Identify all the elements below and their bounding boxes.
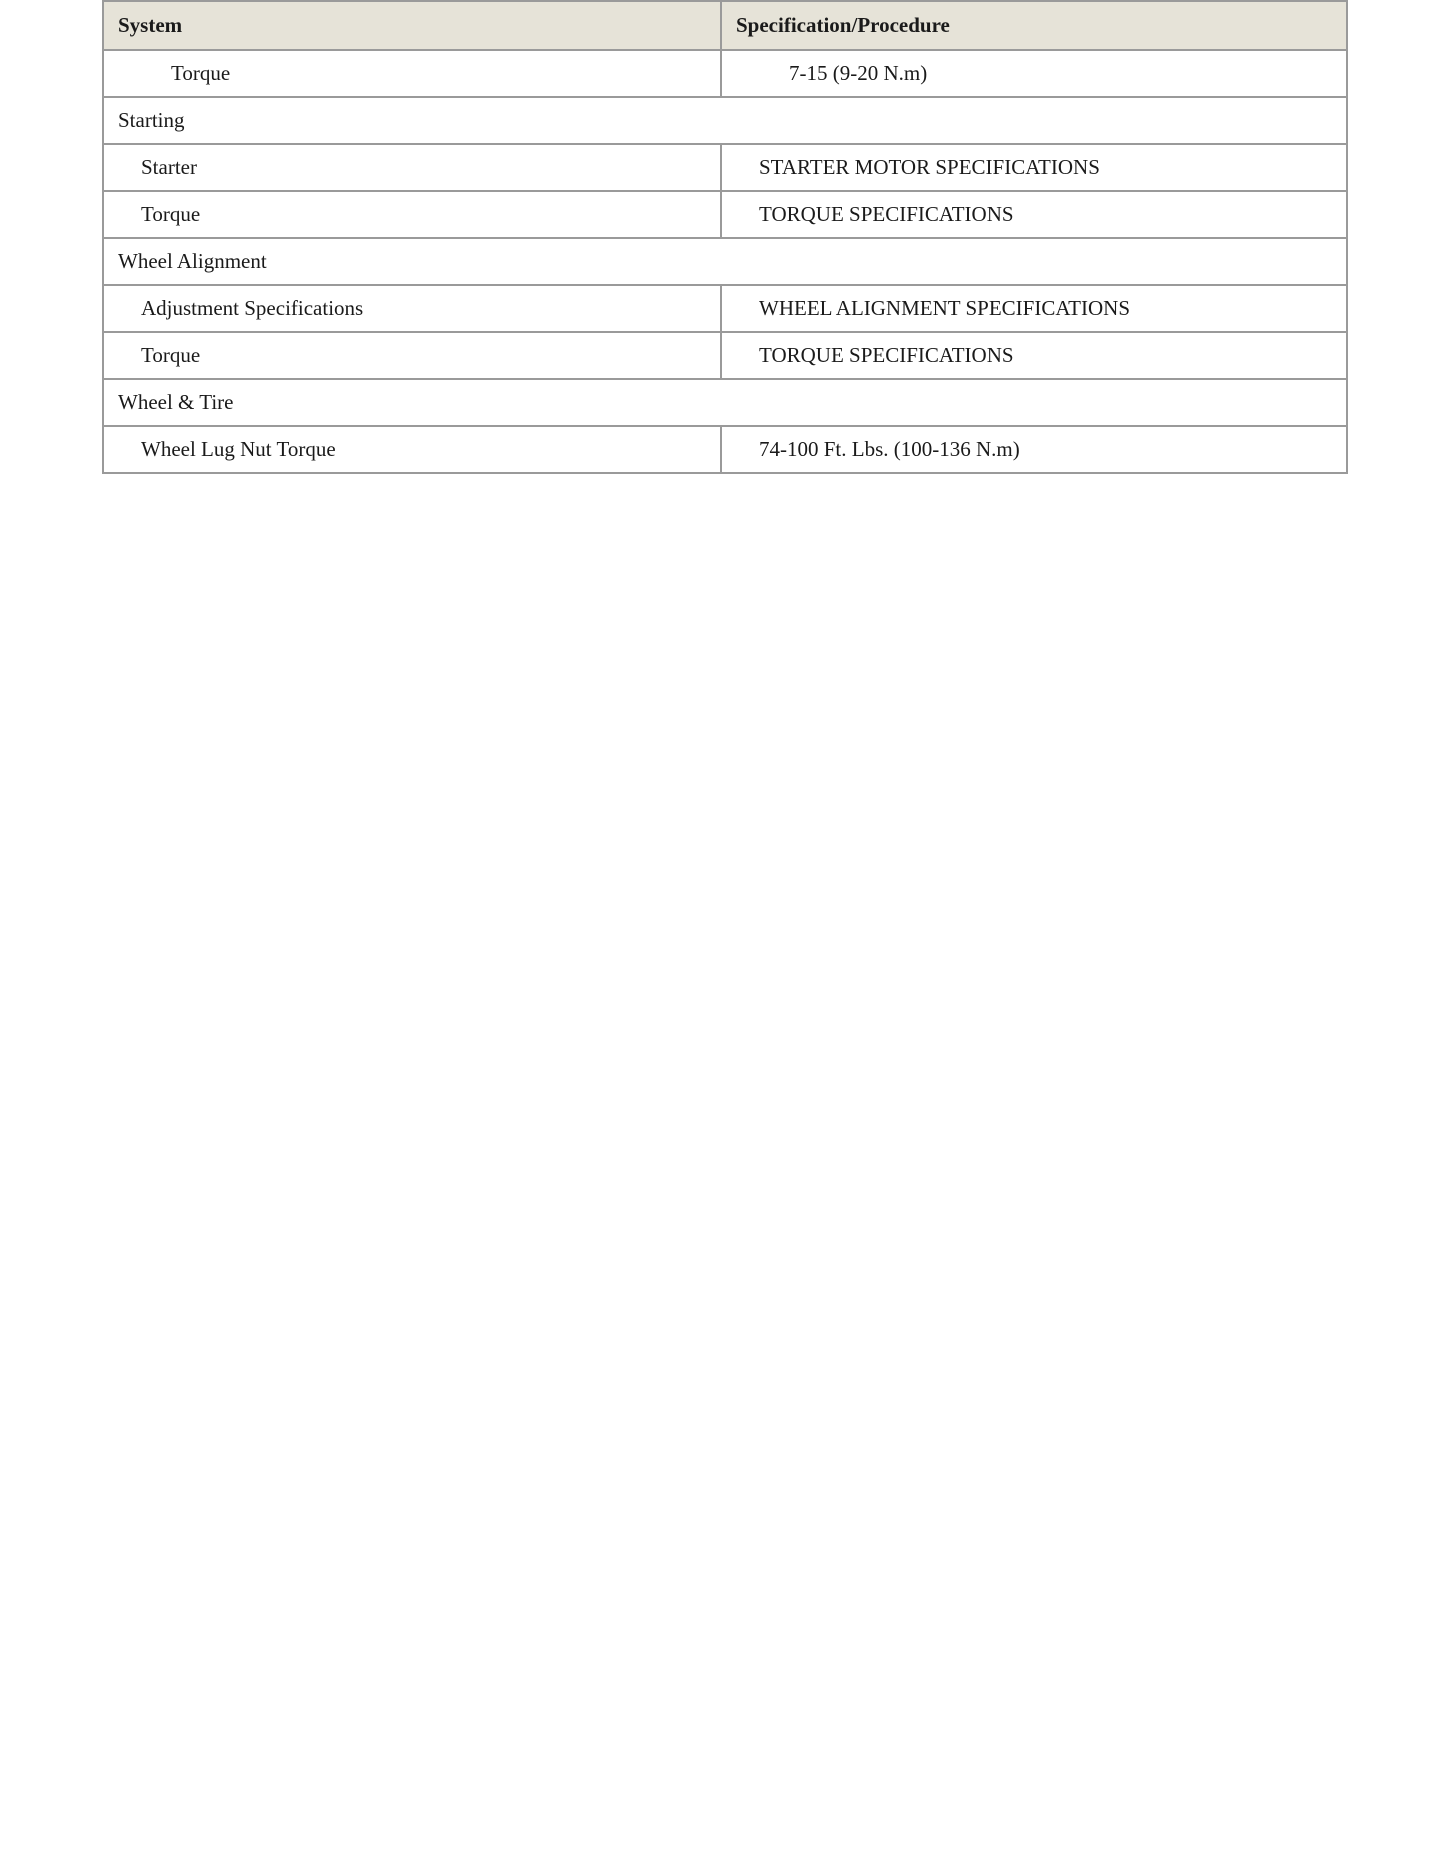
- table-row: [103, 426, 1347, 473]
- header-system: System: [103, 1, 721, 50]
- spec-cell: 74-100 Ft. Lbs. (100-136 N.m): [721, 426, 1347, 473]
- spec-link[interactable]: TORQUE SPECIFICATIONS: [721, 191, 1347, 238]
- spec-link[interactable]: TORQUE SPECIFICATIONS: [721, 332, 1347, 379]
- spec-link[interactable]: WHEEL ALIGNMENT SPECIFICATIONS: [721, 285, 1347, 332]
- spec-cell: 7-15 (9-20 N.m): [721, 50, 1347, 97]
- system-cell: Adjustment Specifications: [103, 285, 721, 332]
- header-specification: Specification/Procedure: [721, 1, 1347, 50]
- section-row: [103, 379, 1347, 426]
- section-row: [103, 97, 1347, 144]
- section-heading: Wheel Alignment: [103, 238, 1347, 285]
- table-row: [103, 191, 1347, 238]
- system-cell: Torque: [103, 332, 721, 379]
- table-row: [103, 50, 1347, 97]
- table-row: [103, 144, 1347, 191]
- system-cell: Starter: [103, 144, 721, 191]
- table-row: [103, 285, 1347, 332]
- system-cell: Torque: [103, 191, 721, 238]
- spec-link[interactable]: STARTER MOTOR SPECIFICATIONS: [721, 144, 1347, 191]
- section-row: [103, 238, 1347, 285]
- specification-table: [102, 0, 1348, 474]
- section-heading: Wheel & Tire: [103, 379, 1347, 426]
- table-header-row: [103, 1, 1347, 50]
- section-heading: Starting: [103, 97, 1347, 144]
- system-cell: Wheel Lug Nut Torque: [103, 426, 721, 473]
- system-cell: Torque: [103, 50, 721, 97]
- table-row: [103, 332, 1347, 379]
